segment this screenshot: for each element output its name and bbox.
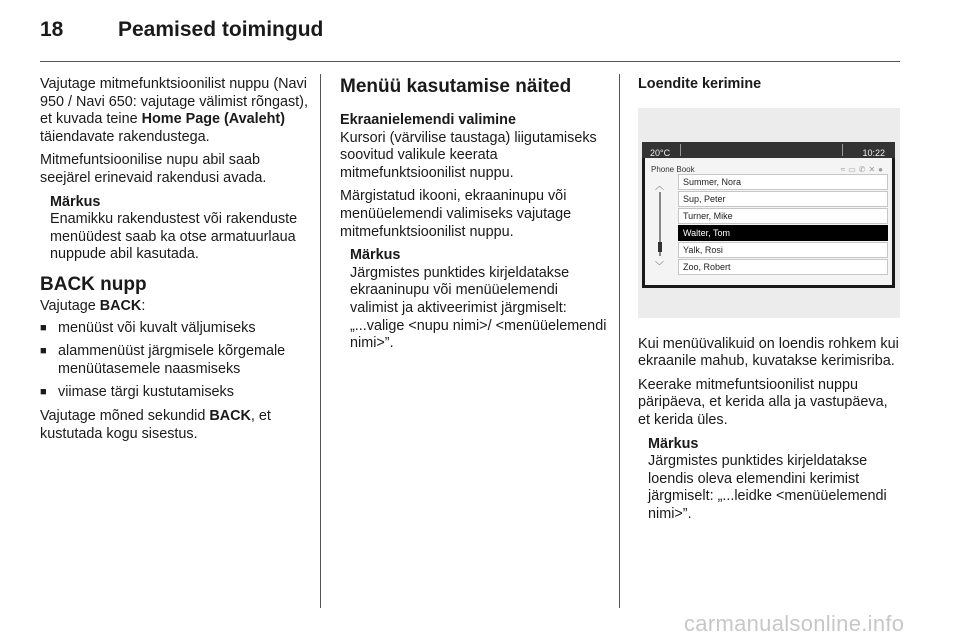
bullet-square-icon: ■ [40, 321, 47, 334]
chevron-up-icon[interactable]: ︿ [655, 180, 665, 191]
phone-book-title: Phone Book [651, 164, 695, 174]
select-paragraph: Märgistatud ikooni, ekraaninupu või menüüelemendi valimiseks vajutage mitmefunktsioonilist nuppu. [340, 188, 572, 240]
clock-readout: 10:22 [862, 147, 885, 158]
note-text: Järgmistes punktides kirjeldatakse loendis oleva elemendini kerimist järgmiselt: „...leidke <menüüelemendi nimi>”. [648, 453, 887, 522]
apps-paragraph: Mitmefuntsioonilise nupu abil saab seejärel erinevaid rakendusi avada. [40, 152, 267, 186]
note-title: Märkus [50, 193, 101, 210]
back-heading: BACK nupp [40, 273, 147, 295]
contact-row-selected[interactable]: Walter, Tom [678, 225, 888, 241]
bullet-square-icon: ■ [40, 386, 47, 399]
phone-book-screenshot [638, 108, 900, 318]
status-separator [842, 144, 843, 156]
battery-icon: ▭ [848, 164, 859, 174]
watermark: carmanualsonline.info [684, 611, 905, 636]
column-2 [340, 76, 608, 361]
chevron-down-icon[interactable]: ﹀ [655, 260, 665, 271]
note-title: Märkus [648, 435, 699, 452]
note-block-2 [340, 247, 608, 353]
contact-row[interactable]: Turner, Mike [678, 208, 888, 224]
column-divider-2 [619, 74, 620, 608]
page-header [40, 18, 323, 42]
bullet-item: ■ alammenüüst järgmisele kõrgemale menüütasemele naasmiseks [40, 343, 286, 377]
scrollbar-thumb[interactable] [658, 242, 662, 252]
info-icon: ● [878, 164, 886, 174]
temperature-readout: 20°C [650, 147, 671, 158]
contact-row[interactable]: Yalk, Rosi [678, 242, 888, 258]
menu-examples-heading: Menüü kasutamise näited [340, 76, 572, 97]
note-title: Märkus [350, 247, 401, 264]
contact-row[interactable]: Sup, Peter [678, 191, 888, 207]
bullet-item: ■ viimase tärgi kustutamiseks [40, 384, 234, 401]
rotate-paragraph: Keerake mitmefuntsioonilist nuppu päripäeva, et kerida alla ja vastupäeva, et kerida üles. [638, 376, 888, 428]
status-bar [642, 142, 895, 158]
bullet-item: ■ menüüst või kuvalt väljumiseks [40, 319, 256, 336]
note-block-3 [638, 436, 902, 524]
scroll-lists-subheading: Loendite kerimine [638, 76, 762, 92]
column-divider-1 [320, 74, 321, 608]
column-1 [40, 76, 308, 449]
contact-list [678, 174, 888, 276]
column-3 [638, 76, 902, 532]
home-page-paragraph: Vajutage mitmefunktsioonilist nuppu (Navi 950 / Navi 650: vajutage välimist rõngast), et kuvada teine Home Page (Avaleht) täiendavate rakendustega. [40, 76, 308, 145]
page-title: Peamised toimingud [118, 18, 324, 41]
cursor-paragraph: Kursori (värvilise taustaga) liigutamiseks soovitud valikule keerata mitmefunktsioonilist nuppu. [340, 129, 597, 181]
status-separator [680, 144, 681, 156]
note-block-1 [40, 194, 308, 264]
select-element-subheading: Ekraanielemendi valimine [340, 112, 516, 128]
close-icon: ✕ [868, 164, 879, 174]
infotainment-screen [642, 142, 895, 288]
phone-icon: ✆ [858, 164, 869, 174]
contact-row[interactable]: Zoo, Robert [678, 259, 888, 275]
note-text: Enamikku rakendustest või rakenduste menüüdest saab ka otse armatuurlaua nuppude abil kasutada. [50, 211, 298, 263]
bullet-square-icon: ■ [40, 345, 47, 358]
home-page-term: Home Page (Avaleht) [141, 111, 286, 128]
header-divider [40, 61, 900, 62]
page-number: 18 [40, 18, 64, 41]
back-intro: Vajutage BACK: [40, 297, 146, 314]
back-hold-paragraph: Vajutage mõned sekundid BACK, et kustutada kogu sisestus. [40, 407, 271, 442]
note-text: Järgmistes punktides kirjeldatakse ekraaninupu või menüüelemendi valimist ja aktiveerimist järgmiselt: „...valige <nupu nimi>/ <menüüelemendi nimi>”. [350, 264, 607, 352]
scrollbar-paragraph: Kui menüüvalikuid on loendis rohkem kui ekraanile mahub, kuvatakse kerimisriba. [638, 335, 899, 370]
contact-row[interactable]: Summer, Nora [678, 174, 888, 190]
signal-icon: ≈ [840, 164, 849, 174]
phone-book-panel [645, 158, 892, 285]
